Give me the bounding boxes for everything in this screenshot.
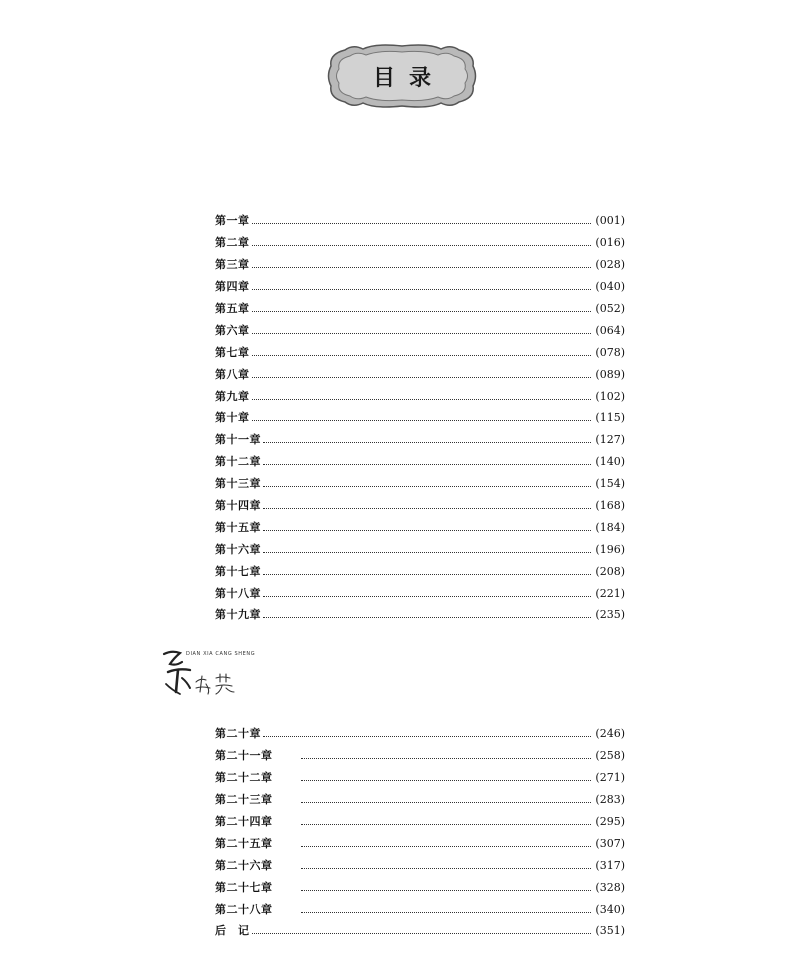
toc-entry-page: (102) (595, 389, 625, 403)
toc-entry[interactable] (215, 811, 625, 833)
toc-entry-page: (140) (595, 455, 625, 469)
toc-dot-leader (263, 736, 591, 737)
toc-entry-page: (271) (595, 771, 625, 785)
toc-dot-leader (301, 824, 591, 825)
toc-entry[interactable] (215, 745, 625, 767)
toc-entry-label: 第六章 (215, 323, 250, 337)
toc-entry-page: (001) (595, 214, 625, 228)
toc-dot-leader (252, 420, 592, 421)
toc-entry[interactable] (215, 319, 625, 341)
toc-entry-page: (351) (595, 924, 625, 938)
toc-entry-page: (235) (595, 608, 625, 622)
toc-dot-leader (263, 464, 591, 465)
toc-dot-leader (301, 912, 591, 913)
toc-dot-leader (252, 267, 592, 268)
toc-entry-page: (089) (595, 367, 625, 381)
toc-entry[interactable] (215, 341, 625, 363)
toc-entry-label: 第一章 (215, 214, 250, 228)
toc-entry[interactable] (215, 767, 625, 789)
toc-entry-page: (307) (595, 836, 625, 850)
toc-entry-page: (115) (595, 411, 625, 425)
toc-entry-page: (028) (595, 258, 625, 272)
toc-entry-page: (221) (595, 586, 625, 600)
toc-entry-page: (078) (595, 345, 625, 359)
title-badge (325, 42, 479, 110)
toc-dot-leader (252, 245, 592, 246)
toc-entry-page: (258) (595, 749, 625, 763)
toc-entry-label: 第二十一章 (215, 749, 273, 763)
toc-entry-label: 第二十三章 (215, 793, 273, 807)
toc-entry[interactable] (215, 854, 625, 876)
toc-entry[interactable] (215, 210, 625, 232)
toc-entry-label: 第二十六章 (215, 858, 273, 872)
toc-entry[interactable] (215, 276, 625, 298)
toc-entry-label: 第四章 (215, 280, 250, 294)
toc-entry-page: (283) (595, 793, 625, 807)
toc-dot-leader (263, 617, 591, 618)
toc-entry-label: 第十六章 (215, 542, 261, 556)
toc-dot-leader (301, 868, 591, 869)
toc-entry-page: (154) (595, 477, 625, 491)
toc-dot-leader (263, 508, 591, 509)
toc-entry[interactable] (215, 298, 625, 320)
toc-dot-leader (252, 377, 592, 378)
toc-dot-leader (263, 574, 591, 575)
toc-dot-leader (301, 846, 591, 847)
toc-entry-page: (127) (595, 433, 625, 447)
toc-entry-page: (184) (595, 520, 625, 534)
toc-entry-label: 第十九章 (215, 608, 261, 622)
toc-entry-page: (196) (595, 542, 625, 556)
toc-entry-page: (328) (595, 880, 625, 894)
toc-entry[interactable] (215, 363, 625, 385)
toc-dot-leader (263, 442, 591, 443)
toc-entry[interactable] (215, 254, 625, 276)
toc-entry-page: (064) (595, 323, 625, 337)
toc-section-2 (215, 723, 625, 942)
toc-entry-label: 第十章 (215, 411, 250, 425)
toc-entry-label: 第十一章 (215, 433, 261, 447)
toc-entry-page: (168) (595, 499, 625, 513)
toc-dot-leader (263, 596, 591, 597)
toc-entry-label: 第十二章 (215, 455, 261, 469)
toc-dot-leader (301, 890, 591, 891)
toc-entry[interactable] (215, 429, 625, 451)
toc-dot-leader (263, 530, 591, 531)
toc-dot-leader (252, 355, 592, 356)
toc-entry-page: (246) (595, 727, 625, 741)
toc-dot-leader (252, 333, 592, 334)
toc-entry-label: 第九章 (215, 389, 250, 403)
toc-dot-leader (301, 758, 591, 759)
toc-dot-leader (263, 486, 591, 487)
toc-entry-page: (208) (595, 564, 625, 578)
toc-entry[interactable] (215, 920, 625, 942)
toc-entry-label: 第二十四章 (215, 815, 273, 828)
toc-entry[interactable] (215, 560, 625, 582)
toc-entry[interactable] (215, 876, 625, 898)
toc-entry[interactable] (215, 582, 625, 604)
toc-entry[interactable] (215, 232, 625, 254)
toc-entry-label: 第二十八章 (215, 902, 273, 916)
toc-entry-label: 第三章 (215, 258, 250, 272)
toc-entry[interactable] (215, 473, 625, 495)
toc-entry-label: 第二十五章 (215, 836, 273, 850)
toc-entry-label: 第十八章 (215, 586, 261, 600)
page-title: 目录 (372, 64, 445, 91)
toc-dot-leader (301, 802, 591, 803)
logo-caption: DIAN XIA CANG SHENG (186, 651, 256, 657)
toc-dot-leader (252, 933, 592, 934)
toc-entry[interactable] (215, 898, 625, 920)
toc-dot-leader (252, 399, 592, 400)
toc-entry[interactable] (215, 723, 625, 745)
toc-entry-page: (040) (595, 280, 625, 294)
toc-entry-page: (295) (595, 815, 625, 828)
toc-entry[interactable] (215, 385, 625, 407)
toc-entry[interactable] (215, 789, 625, 811)
toc-entry-page: (052) (595, 302, 625, 315)
toc-entry-label: 第十四章 (215, 499, 261, 513)
toc-dot-leader (252, 223, 592, 224)
toc-entry-page: (340) (595, 902, 625, 916)
toc-dot-leader (263, 552, 591, 553)
toc-entry[interactable] (215, 832, 625, 854)
toc-entry-label: 第八章 (215, 367, 250, 381)
toc-entry-label: 第五章 (215, 302, 250, 315)
toc-dot-leader (252, 311, 592, 312)
toc-entry-page: (317) (595, 858, 625, 872)
toc-section-1 (215, 210, 625, 626)
toc-entry-label: 第二十二章 (215, 771, 273, 785)
toc-entry-label: 第七章 (215, 345, 250, 359)
toc-entry[interactable] (215, 538, 625, 560)
toc-entry[interactable] (215, 516, 625, 538)
toc-entry-page: (016) (595, 236, 625, 250)
toc-entry-label: 第二章 (215, 236, 250, 250)
toc-dot-leader (252, 289, 592, 290)
toc-entry-label: 第十三章 (215, 477, 261, 491)
toc-entry-label: 第二十七章 (215, 880, 273, 894)
toc-entry-label: 后 记 (215, 924, 250, 938)
toc-entry[interactable] (215, 451, 625, 473)
toc-dot-leader (301, 780, 591, 781)
toc-entry[interactable] (215, 495, 625, 517)
toc-entry-label: 第十七章 (215, 564, 261, 578)
toc-entry[interactable] (215, 407, 625, 429)
toc-entry-label: 第二十章 (215, 727, 261, 741)
toc-entry[interactable] (215, 604, 625, 626)
toc-entry-label: 第十五章 (215, 520, 261, 534)
